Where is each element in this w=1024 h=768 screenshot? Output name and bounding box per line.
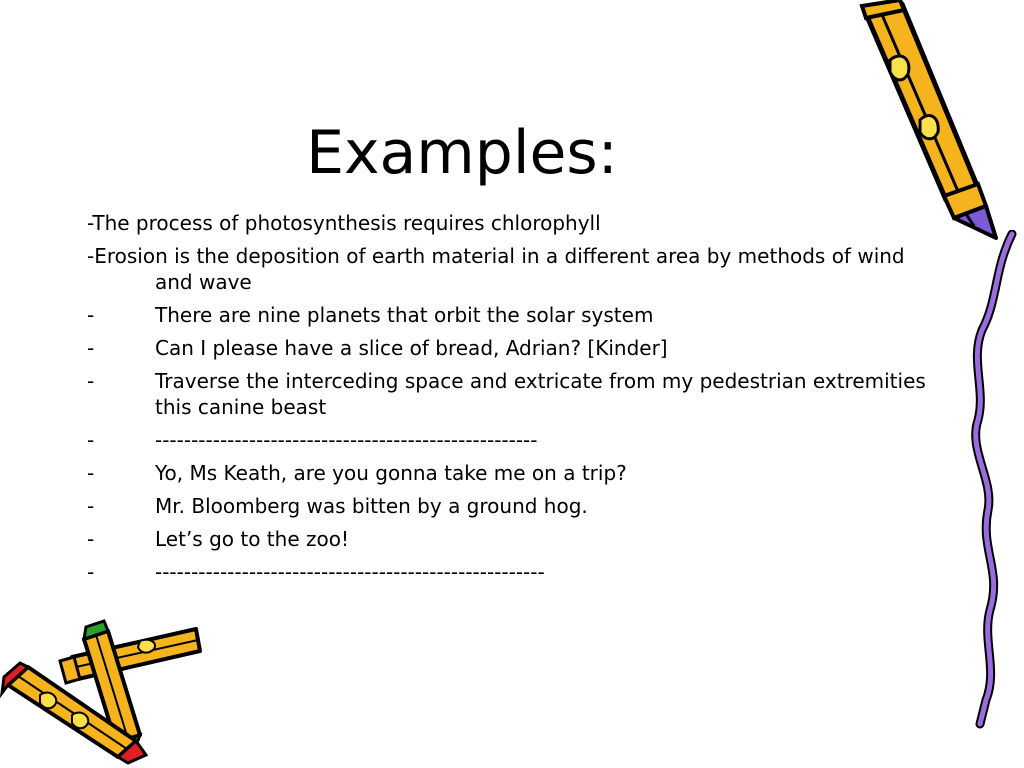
list-item-text: Can I please have a slice of bread, Adrian? [Kinder] [155,336,668,360]
list-item-text: -The process of photosynthesis requires chlorophyll [87,211,601,235]
list-item-text: Mr. Bloomberg was bitten by a ground hog. [155,494,588,518]
list-item-text: There are nine planets that orbit the solar system [155,303,654,327]
list-item-dash: - [87,527,95,551]
bullet-list [87,210,927,592]
list-item [87,335,927,361]
list-item-dash: - [87,303,95,327]
list-item-dash: - [87,369,95,393]
list-item-dash: - [87,428,95,452]
list-item [87,302,927,328]
list-item-text: Let’s go to the zoo! [155,527,349,551]
list-item [87,210,927,236]
list-item [87,526,927,552]
pencil-icon [0,615,210,765]
list-item-text: Yo, Ms Keath, are you gonna take me on a trip? [155,461,627,485]
slide-title: Examples: [306,118,618,188]
list-item [87,493,927,519]
wavy-line-icon [968,230,1024,730]
list-item-dash: - [87,336,95,360]
list-item-text: ------------------------------------------------------ [155,560,545,584]
list-item [87,427,927,453]
list-item [87,243,927,295]
list-item [87,559,927,585]
list-item-dash: - [87,494,95,518]
list-item [87,368,927,420]
list-item-dash: - [87,461,95,485]
list-item-dash: - [87,560,95,584]
list-item-text: -Erosion is the deposition of earth material in a different area by methods of wind and wave [87,244,905,294]
list-item [87,460,927,486]
list-item-text: ----------------------------------------------------- [155,428,538,452]
list-item-text: Traverse the interceding space and extricate from my pedestrian extremities this canine beast [155,369,926,419]
